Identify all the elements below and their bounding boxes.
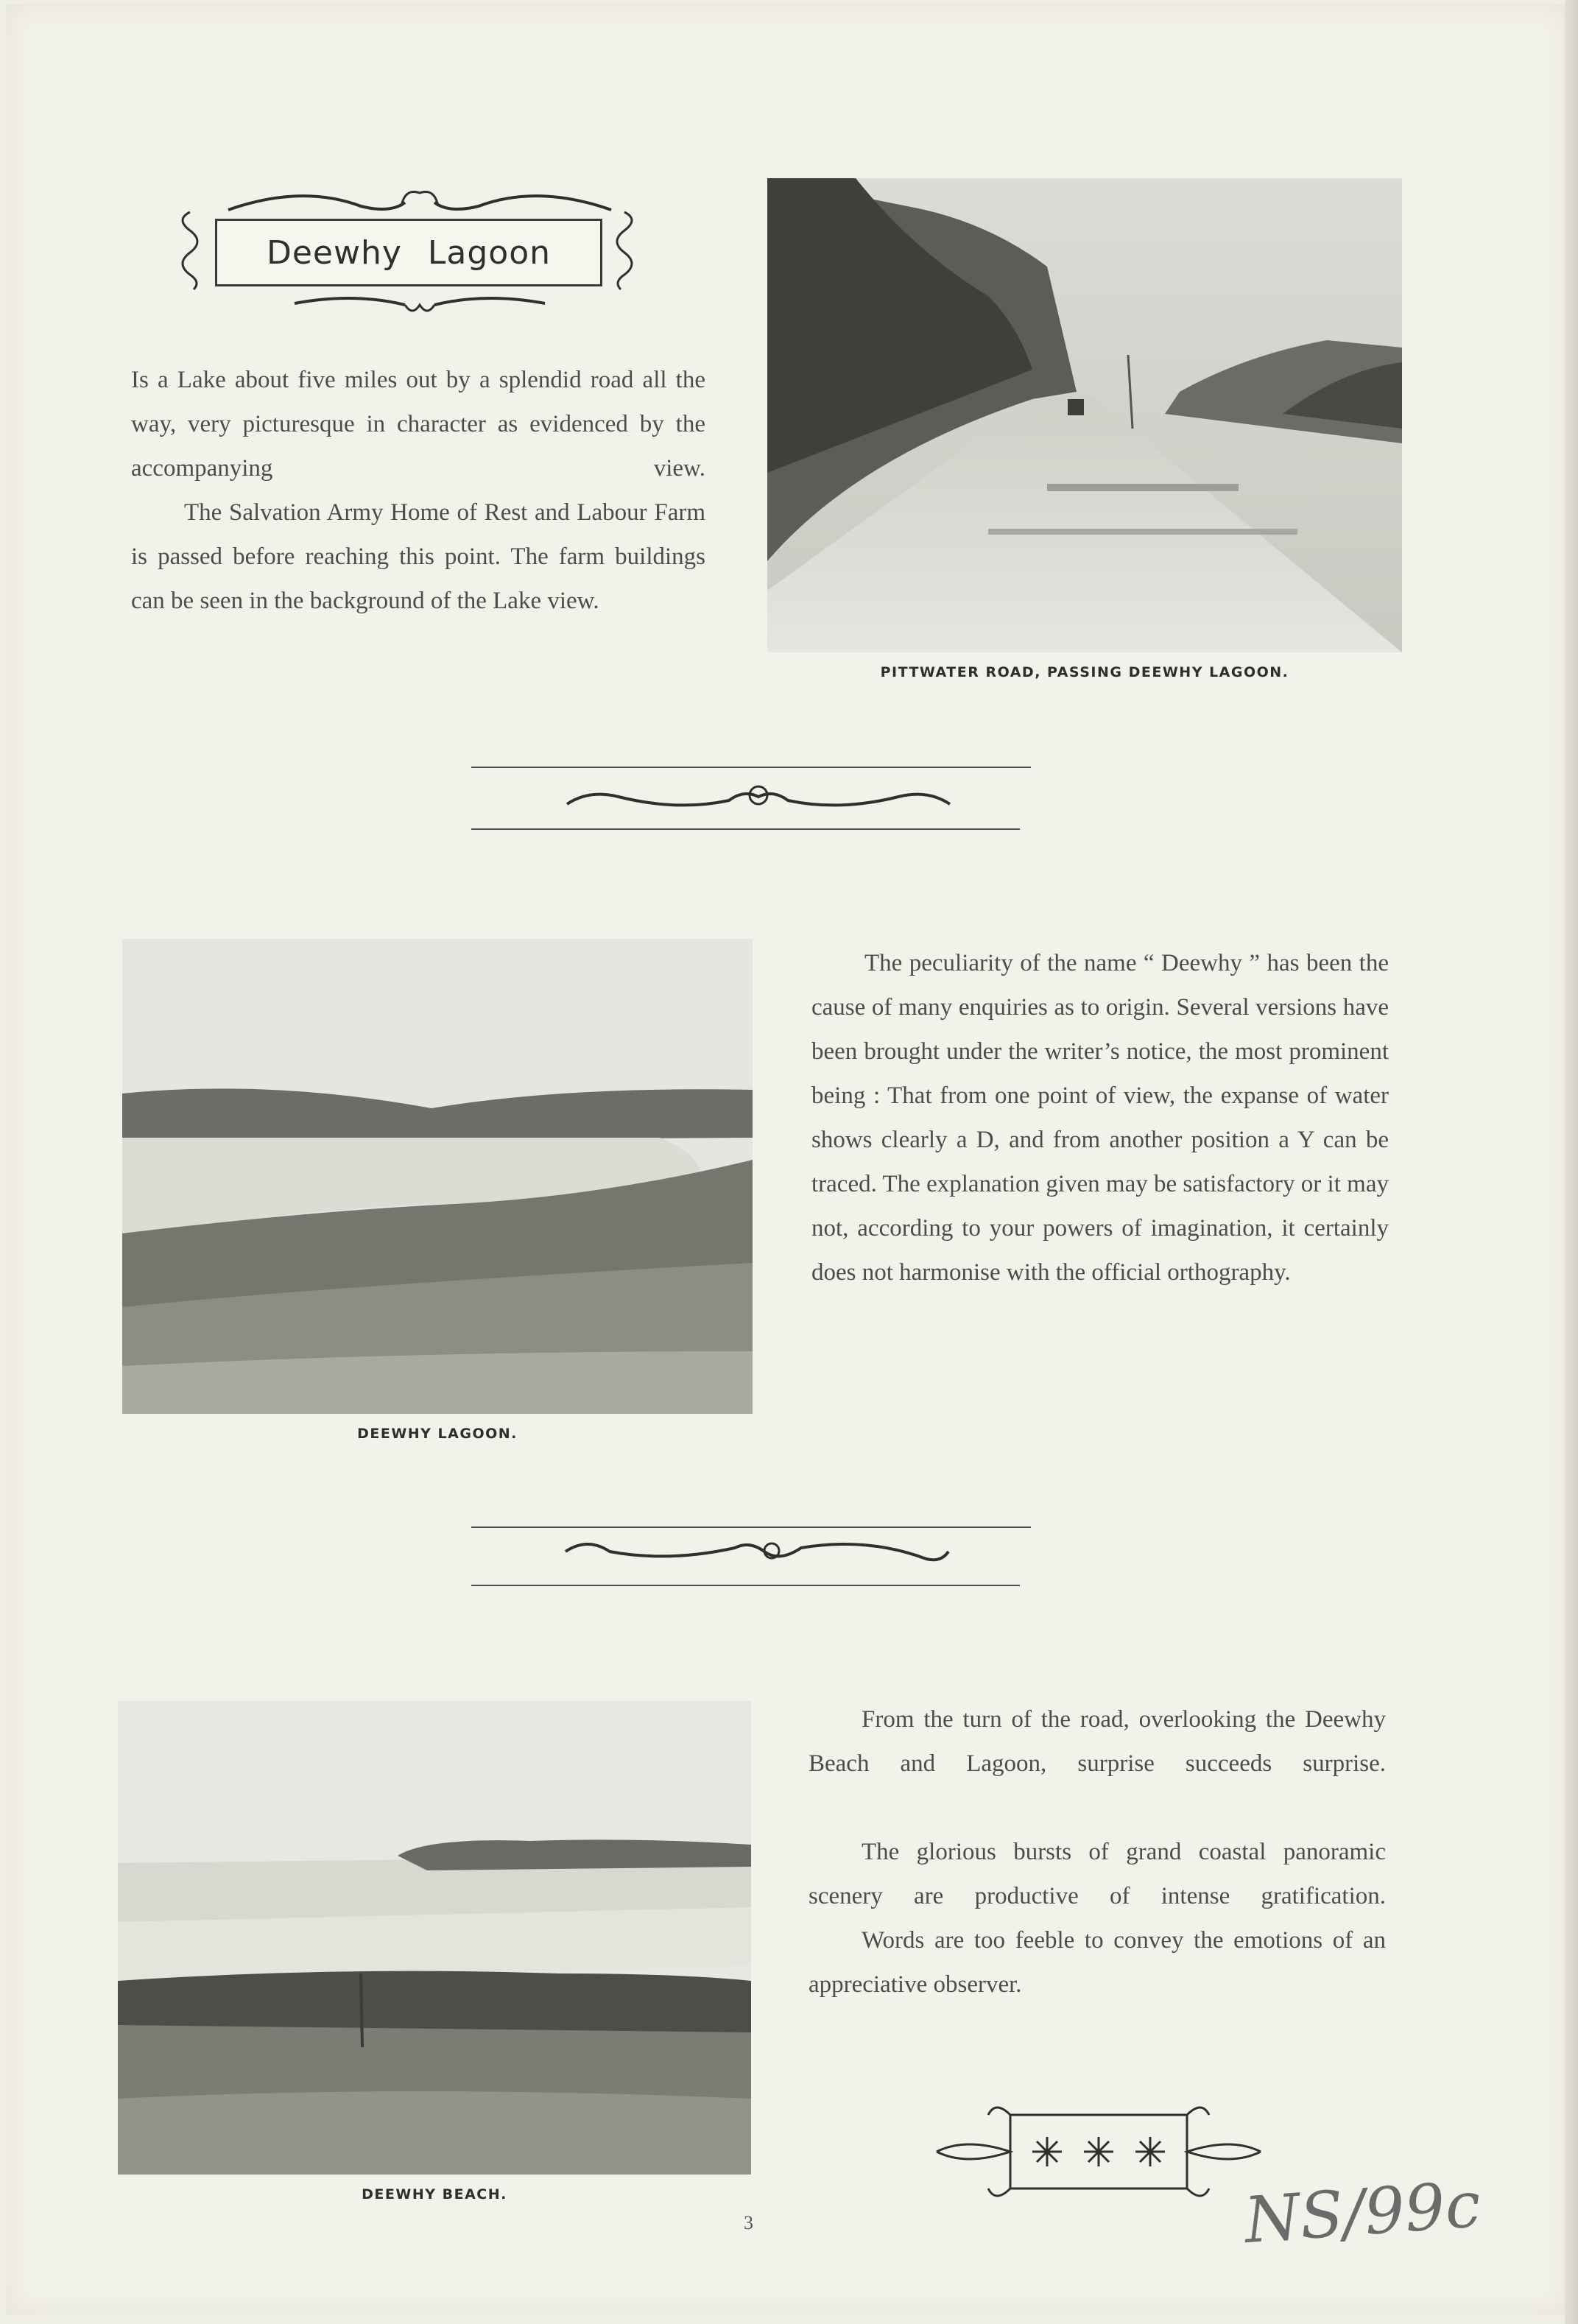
page-number: 3 <box>744 2212 753 2233</box>
title-ornament-left-icon <box>168 205 212 293</box>
pittwater-road-photo <box>767 178 1402 652</box>
page-title: Deewhy Lagoon <box>266 233 552 272</box>
divider-rule-bottom-2 <box>471 1585 1020 1586</box>
archive-mark: NS/99c <box>1241 2167 1483 2258</box>
divider-rule-bottom <box>471 828 1020 830</box>
intro-paragraph: Is a Lake about five miles out by a splendid road all the way, very picturesque in character as evidenced by the accompanying view. <box>131 367 705 482</box>
divider-flourish-icon <box>560 775 957 819</box>
deewhy-lagoon-photo <box>122 939 753 1414</box>
title-plate <box>215 219 602 286</box>
title-ornament-top-icon <box>214 184 626 221</box>
end-ornament-icon <box>929 2100 1268 2203</box>
deewhy-beach-caption: DEEWHY BEACH. <box>362 2186 507 2202</box>
divider-flourish-icon-2 <box>558 1533 956 1570</box>
deewhy-beach-photo <box>118 1701 751 2175</box>
glorious-bursts-paragraph: The glorious bursts of grand coastal panoramic scenery are productive of intense gratification. <box>809 1839 1386 1909</box>
pittwater-road-caption: PITTWATER ROAD, PASSING DEEWHY LAGOON. <box>880 664 1289 680</box>
deewhy-lagoon-caption: DEEWHY LAGOON. <box>357 1426 518 1442</box>
words-too-feeble-paragraph: Words are too feeble to convey the emotions of an appreciative observer. <box>809 1927 1386 1998</box>
salvation-army-paragraph: The Salvation Army Home of Rest and Labour Farm is passed before reaching this point. The farm buildings can be seen in the background of the Lake view. <box>131 499 705 614</box>
deewhy-name-paragraph: The peculiarity of the name “ Deewhy ” has been the cause of many enquiries as to origin. Several versions have been brought under the writer’s notice, the most prominent being : That from one point of view, the expanse of water shows clearly a D, and from another position a Y can be traced. The explanation given may be satisfactory or it may not, according to your powers of imagination, it certainly does not harmonise with the official orthography. <box>811 950 1389 1286</box>
divider-rule-top-2 <box>471 1527 1031 1528</box>
title-ornament-bottom-icon <box>287 289 552 318</box>
divider-rule-top <box>471 767 1031 768</box>
turn-of-road-paragraph: From the turn of the road, overlooking the Deewhy Beach and Lagoon, surprise succeeds surprise. <box>809 1706 1386 1777</box>
title-ornament-right-icon <box>602 205 647 293</box>
page-edge <box>1565 0 1578 2324</box>
